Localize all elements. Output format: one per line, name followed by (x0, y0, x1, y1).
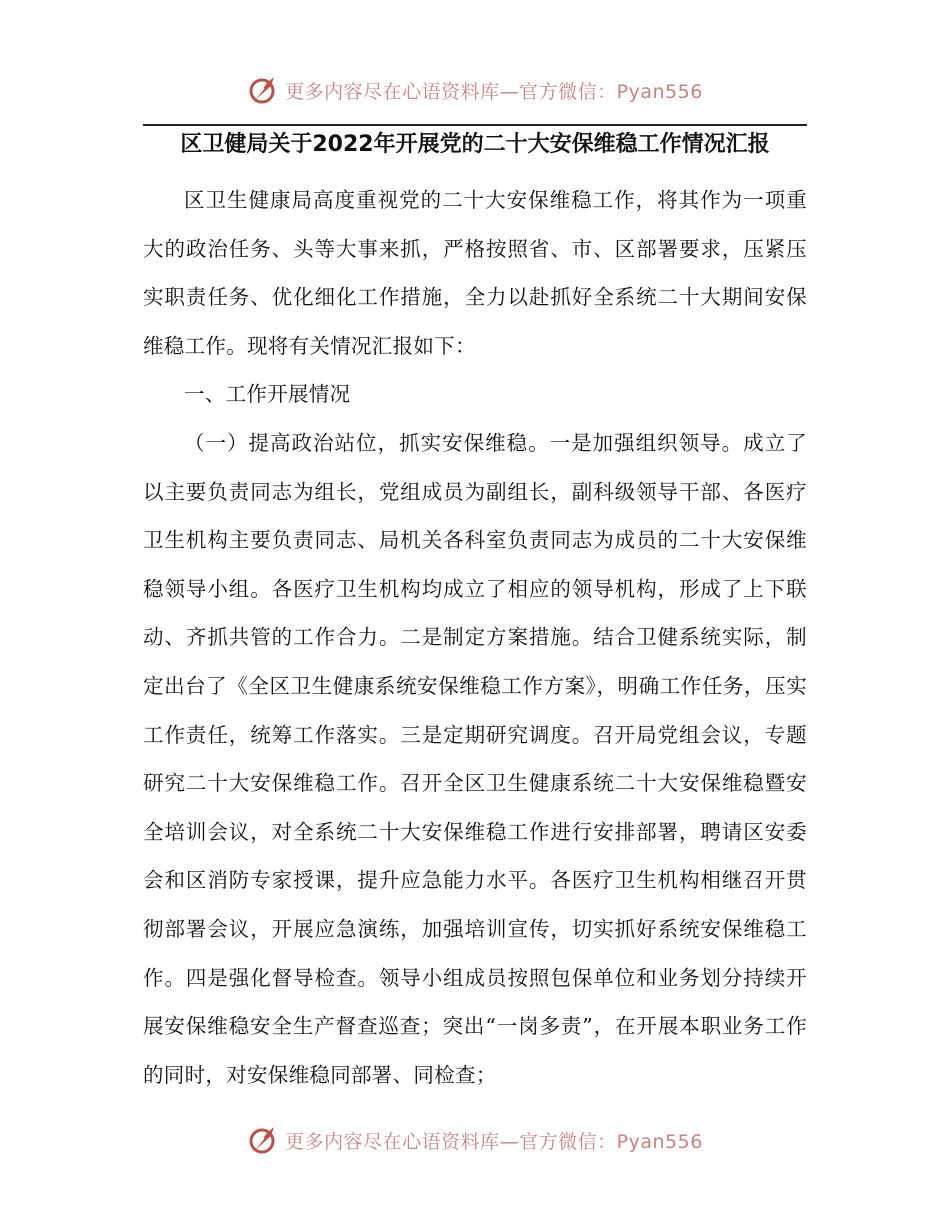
document-body (143, 176, 807, 1099)
paragraph: 区卫生健康局高度重视党的二十大安保维稳工作，将其作为一项重大的政治任务、头等大事来抓，严格按照省、市、区部署要求，压紧压实职责任务、优化细化工作措施，全力以赴抓好全系统二十大期间安保维稳工作。现将有关情况汇报如下： (143, 188, 807, 358)
quill-pen-logo-icon (247, 74, 279, 106)
document-title: 区卫健局关于2022年开展党的二十大安保维稳工作情况汇报 (180, 132, 770, 157)
paragraph: （一）提高政治站位，抓实安保维稳。一是加强组织领导。成立了以主要负责同志为组长，党组成员为副组长，副科级领导干部、各医疗卫生机构主要负责同志、局机关各科室负责同志为成员的二十大安保维稳领导小组。各医疗卫生机构均成立了相应的领导机构，形成了上下联动、齐抓共管的工作合力。二是制定方案措施。结合卫健系统实际，制定出台了《全区卫生健康系统安保维稳工作方案》，明确工作任务，压实工作责任，统筹工作落实。三是定期研究调度。召开局党组会议，专题研究二十大安保维稳工作。召开全区卫生健康系统二十大安保维稳暨安全培训会议，对全系统二十大安保维稳工作进行安排部署，聘请区安委会和区消防专家授课，提升应急能力水平。各医疗卫生机构相继召开贯彻部署会议，开展应急演练，加强培训宣传，切实抓好系统安保维稳工作。四是强化督导检查。领导小组成员按照包保单位和业务划分持续开展安保维稳安全生产督查巡查；突出“一岗多责”，在开展本职业务工作的同时，对安保维稳同部署、同检查； (143, 430, 807, 1087)
quill-pen-logo-icon (247, 1124, 279, 1156)
footer-watermark-banner (0, 1118, 950, 1162)
footer-banner-text: 更多内容尽在心语资料库—官方微信：Pyan556 (285, 1130, 703, 1153)
section-heading: 一、工作开展情况 (184, 382, 351, 407)
title-divider (143, 124, 807, 126)
header-watermark-banner (0, 68, 950, 112)
header-banner-text: 更多内容尽在心语资料库—官方微信：Pyan556 (285, 80, 703, 103)
